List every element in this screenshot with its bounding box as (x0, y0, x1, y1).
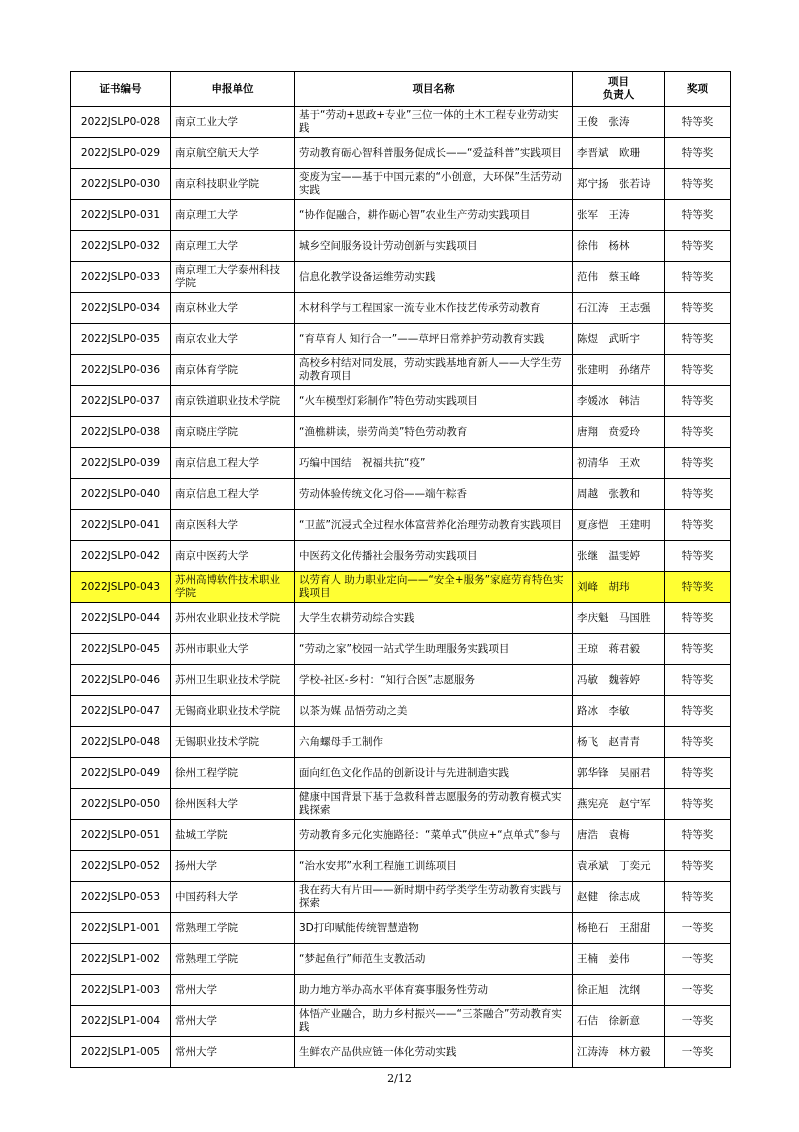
cert-cell: 2022JSLP0-051 (71, 820, 171, 851)
project-cell: 以茶为媒 品悟劳动之美 (295, 696, 573, 727)
cert-cell: 2022JSLP0-042 (71, 541, 171, 572)
unit-cell: 南京农业大学 (171, 324, 295, 355)
project-cell: 助力地方举办高水平体育赛事服务性劳动 (295, 975, 573, 1006)
award-cell: 特等奖 (665, 696, 731, 727)
unit-cell: 徐州医科大学 (171, 789, 295, 820)
header-project: 项目名称 (295, 72, 573, 107)
header-leader-line2: 负责人 (602, 89, 635, 101)
unit-cell: 无锡职业技术学院 (171, 727, 295, 758)
project-cell: 大学生农耕劳动综合实践 (295, 603, 573, 634)
leader-cell: 李媛冰 韩洁 (573, 386, 665, 417)
project-cell: 面向红色文化作品的创新设计与先进制造实践 (295, 758, 573, 789)
unit-cell: 扬州大学 (171, 851, 295, 882)
table-row (71, 169, 731, 200)
award-cell: 特等奖 (665, 727, 731, 758)
table-row (71, 634, 731, 665)
unit-cell: 南京理工大学 (171, 200, 295, 231)
table-row (71, 572, 731, 603)
cert-cell: 2022JSLP0-032 (71, 231, 171, 262)
table-row (71, 913, 731, 944)
table-row (71, 541, 731, 572)
project-cell: “梦起鱼行”师范生支教活动 (295, 944, 573, 975)
unit-cell: 苏州农业职业技术学院 (171, 603, 295, 634)
project-cell: 体悟产业融合，助力乡村振兴——“三茶融合”劳动教育实践 (295, 1006, 573, 1037)
cert-cell: 2022JSLP0-028 (71, 107, 171, 138)
unit-cell: 南京科技职业学院 (171, 169, 295, 200)
leader-cell: 江涛涛 林方毅 (573, 1037, 665, 1068)
unit-cell: 盐城工学院 (171, 820, 295, 851)
unit-cell: 常州大学 (171, 1037, 295, 1068)
leader-cell: 李庆魁 马国胜 (573, 603, 665, 634)
leader-cell: 徐正旭 沈纲 (573, 975, 665, 1006)
leader-cell: 唐翔 贲爱玲 (573, 417, 665, 448)
project-cell: 劳动体验传统文化习俗——端午粽香 (295, 479, 573, 510)
leader-cell: 范伟 蔡玉峰 (573, 262, 665, 293)
cert-cell: 2022JSLP0-039 (71, 448, 171, 479)
leader-cell: 张继 温雯婷 (573, 541, 665, 572)
leader-cell: 王楠 姜伟 (573, 944, 665, 975)
award-cell: 特等奖 (665, 572, 731, 603)
award-cell: 特等奖 (665, 882, 731, 913)
award-cell: 特等奖 (665, 169, 731, 200)
table-row (71, 138, 731, 169)
project-cell: “卫蓝”沉浸式全过程水体富营养化治理劳动教育实践项目 (295, 510, 573, 541)
cert-cell: 2022JSLP0-030 (71, 169, 171, 200)
unit-cell: 常熟理工学院 (171, 944, 295, 975)
unit-cell: 南京工业大学 (171, 107, 295, 138)
cert-cell: 2022JSLP0-053 (71, 882, 171, 913)
project-cell: 六角螺母手工制作 (295, 727, 573, 758)
table-row (71, 727, 731, 758)
award-cell: 特等奖 (665, 603, 731, 634)
leader-cell: 赵健 徐志成 (573, 882, 665, 913)
cert-cell: 2022JSLP0-050 (71, 789, 171, 820)
project-cell: 城乡空间服务设计劳动创新与实践项目 (295, 231, 573, 262)
unit-cell: 南京体育学院 (171, 355, 295, 386)
cert-cell: 2022JSLP0-046 (71, 665, 171, 696)
project-cell: 生鲜农产品供应链一体化劳动实践 (295, 1037, 573, 1068)
unit-cell: 常州大学 (171, 975, 295, 1006)
header-unit: 申报单位 (171, 72, 295, 107)
award-cell: 特等奖 (665, 851, 731, 882)
award-cell: 特等奖 (665, 479, 731, 510)
award-cell: 特等奖 (665, 231, 731, 262)
leader-cell: 初清华 王欢 (573, 448, 665, 479)
cert-cell: 2022JSLP0-043 (71, 572, 171, 603)
project-cell: “渔樵耕读，崇劳尚美”特色劳动教育 (295, 417, 573, 448)
award-cell: 一等奖 (665, 1037, 731, 1068)
award-cell: 特等奖 (665, 417, 731, 448)
project-cell: 劳动教育多元化实施路径：“菜单式”供应+“点单式”参与 (295, 820, 573, 851)
cert-cell: 2022JSLP0-044 (71, 603, 171, 634)
table-row (71, 107, 731, 138)
cert-cell: 2022JSLP0-052 (71, 851, 171, 882)
cert-cell: 2022JSLP0-045 (71, 634, 171, 665)
project-cell: “火车模型灯彩制作”特色劳动实践项目 (295, 386, 573, 417)
table-row (71, 386, 731, 417)
award-cell: 特等奖 (665, 200, 731, 231)
award-cell: 特等奖 (665, 386, 731, 417)
cert-cell: 2022JSLP0-031 (71, 200, 171, 231)
leader-cell: 王琼 蒋君毅 (573, 634, 665, 665)
leader-cell: 周越 张教和 (573, 479, 665, 510)
project-cell: “治水安邦”水利工程施工训练项目 (295, 851, 573, 882)
cert-cell: 2022JSLP0-038 (71, 417, 171, 448)
header-row (71, 72, 731, 107)
cert-cell: 2022JSLP1-005 (71, 1037, 171, 1068)
header-award: 奖项 (665, 72, 731, 107)
project-cell: 劳动教育砺心智科普服务促成长——“爱益科普”实践项目 (295, 138, 573, 169)
leader-cell: 李晋斌 欧珊 (573, 138, 665, 169)
award-cell: 特等奖 (665, 789, 731, 820)
header-cert: 证书编号 (71, 72, 171, 107)
table-row (71, 820, 731, 851)
leader-cell: 刘峰 胡玮 (573, 572, 665, 603)
award-cell: 特等奖 (665, 758, 731, 789)
leader-cell: 王俊 张涛 (573, 107, 665, 138)
project-cell: “协作促融合，耕作砺心智”农业生产劳动实践项目 (295, 200, 573, 231)
table-row (71, 417, 731, 448)
table-row (71, 293, 731, 324)
table-row (71, 1006, 731, 1037)
unit-cell: 南京理工大学 (171, 231, 295, 262)
project-cell: 学校-社区-乡村：“知行合医”志愿服务 (295, 665, 573, 696)
unit-cell: 苏州卫生职业技术学院 (171, 665, 295, 696)
leader-cell: 唐浩 袁梅 (573, 820, 665, 851)
unit-cell: 南京理工大学泰州科技学院 (171, 262, 295, 293)
table-row (71, 231, 731, 262)
leader-cell: 石江涛 王志强 (573, 293, 665, 324)
cert-cell: 2022JSLP0-029 (71, 138, 171, 169)
table-row (71, 975, 731, 1006)
cert-cell: 2022JSLP0-047 (71, 696, 171, 727)
leader-cell: 徐伟 杨林 (573, 231, 665, 262)
unit-cell: 南京医科大学 (171, 510, 295, 541)
unit-cell: 南京铁道职业技术学院 (171, 386, 295, 417)
unit-cell: 常熟理工学院 (171, 913, 295, 944)
leader-cell: 夏彦恺 王建明 (573, 510, 665, 541)
unit-cell: 南京中医药大学 (171, 541, 295, 572)
project-cell: 巧编中国结 祝福共抗“疫” (295, 448, 573, 479)
project-cell: 信息化教学设备运维劳动实践 (295, 262, 573, 293)
project-cell: 中医药文化传播社会服务劳动实践项目 (295, 541, 573, 572)
project-cell: 高校乡村结对同发展，劳动实践基地育新人——大学生劳动教育项目 (295, 355, 573, 386)
table-row (71, 696, 731, 727)
project-cell: 我在药大有片田——新时期中药学类学生劳动教育实践与探索 (295, 882, 573, 913)
award-cell: 特等奖 (665, 634, 731, 665)
table-row (71, 200, 731, 231)
leader-cell: 石佶 徐新意 (573, 1006, 665, 1037)
award-cell: 特等奖 (665, 665, 731, 696)
cert-cell: 2022JSLP0-034 (71, 293, 171, 324)
unit-cell: 南京航空航天大学 (171, 138, 295, 169)
cert-cell: 2022JSLP1-001 (71, 913, 171, 944)
unit-cell: 中国药科大学 (171, 882, 295, 913)
cert-cell: 2022JSLP0-035 (71, 324, 171, 355)
cert-cell: 2022JSLP0-040 (71, 479, 171, 510)
project-cell: “育草育人 知行合一”——草坪日常养护劳动教育实践 (295, 324, 573, 355)
award-cell: 一等奖 (665, 975, 731, 1006)
cert-cell: 2022JSLP0-048 (71, 727, 171, 758)
award-cell: 特等奖 (665, 541, 731, 572)
cert-cell: 2022JSLP1-003 (71, 975, 171, 1006)
unit-cell: 苏州高博软件技术职业学院 (171, 572, 295, 603)
header-leader (573, 72, 665, 107)
unit-cell: 常州大学 (171, 1006, 295, 1037)
unit-cell: 苏州市职业大学 (171, 634, 295, 665)
project-cell: 健康中国背景下基于急救科普志愿服务的劳动教育模式实践探索 (295, 789, 573, 820)
cert-cell: 2022JSLP1-002 (71, 944, 171, 975)
table-row (71, 355, 731, 386)
leader-cell: 杨飞 赵青青 (573, 727, 665, 758)
cert-cell: 2022JSLP0-037 (71, 386, 171, 417)
cert-cell: 2022JSLP0-036 (71, 355, 171, 386)
award-cell: 特等奖 (665, 448, 731, 479)
page-number: 2/12 (387, 1072, 412, 1085)
award-cell: 特等奖 (665, 262, 731, 293)
award-cell: 特等奖 (665, 355, 731, 386)
leader-cell: 冯敏 魏蓉婷 (573, 665, 665, 696)
table-row (71, 665, 731, 696)
table-row (71, 324, 731, 355)
leader-cell: 郭华锋 吴丽君 (573, 758, 665, 789)
cert-cell: 2022JSLP0-033 (71, 262, 171, 293)
cert-cell: 2022JSLP0-041 (71, 510, 171, 541)
award-cell: 特等奖 (665, 107, 731, 138)
header-leader-line1: 项目 (608, 76, 629, 88)
unit-cell: 南京信息工程大学 (171, 479, 295, 510)
table-row (71, 944, 731, 975)
table-row (71, 789, 731, 820)
unit-cell: 南京晓庄学院 (171, 417, 295, 448)
table-row (71, 448, 731, 479)
award-cell: 特等奖 (665, 293, 731, 324)
cert-cell: 2022JSLP0-049 (71, 758, 171, 789)
award-cell: 一等奖 (665, 944, 731, 975)
leader-cell: 燕宪亮 赵宁军 (573, 789, 665, 820)
project-cell: 以劳育人 助力职业定向——“安全+服务”家庭劳育特色实践项目 (295, 572, 573, 603)
leader-cell: 郑宁扬 张若诗 (573, 169, 665, 200)
award-cell: 特等奖 (665, 324, 731, 355)
table-row (71, 851, 731, 882)
award-cell: 一等奖 (665, 1006, 731, 1037)
unit-cell: 南京信息工程大学 (171, 448, 295, 479)
award-cell: 特等奖 (665, 820, 731, 851)
project-cell: 木材科学与工程国家一流专业木作技艺传承劳动教育 (295, 293, 573, 324)
table-row (71, 758, 731, 789)
award-cell: 一等奖 (665, 913, 731, 944)
cert-cell: 2022JSLP1-004 (71, 1006, 171, 1037)
table-row (71, 882, 731, 913)
table-row (71, 510, 731, 541)
project-cell: “劳动之家”校园一站式学生助理服务实践项目 (295, 634, 573, 665)
project-cell: 3D打印赋能传统智慧造物 (295, 913, 573, 944)
leader-cell: 路冰 李敏 (573, 696, 665, 727)
leader-cell: 陈煜 武昕宇 (573, 324, 665, 355)
leader-cell: 袁承斌 丁奕元 (573, 851, 665, 882)
unit-cell: 无锡商业职业技术学院 (171, 696, 295, 727)
project-cell: 基于“劳动+思政+专业”三位一体的土木工程专业劳动实践 (295, 107, 573, 138)
leader-cell: 张军 王涛 (573, 200, 665, 231)
awards-table (70, 71, 731, 1068)
table-row (71, 603, 731, 634)
leader-cell: 杨艳石 王甜甜 (573, 913, 665, 944)
award-cell: 特等奖 (665, 138, 731, 169)
unit-cell: 徐州工程学院 (171, 758, 295, 789)
award-cell: 特等奖 (665, 510, 731, 541)
table-row (71, 479, 731, 510)
leader-cell: 张建明 孙绪芹 (573, 355, 665, 386)
project-cell: 变废为宝——基于中国元素的“小创意，大环保”生活劳动实践 (295, 169, 573, 200)
unit-cell: 南京林业大学 (171, 293, 295, 324)
table-row (71, 262, 731, 293)
table-row (71, 1037, 731, 1068)
